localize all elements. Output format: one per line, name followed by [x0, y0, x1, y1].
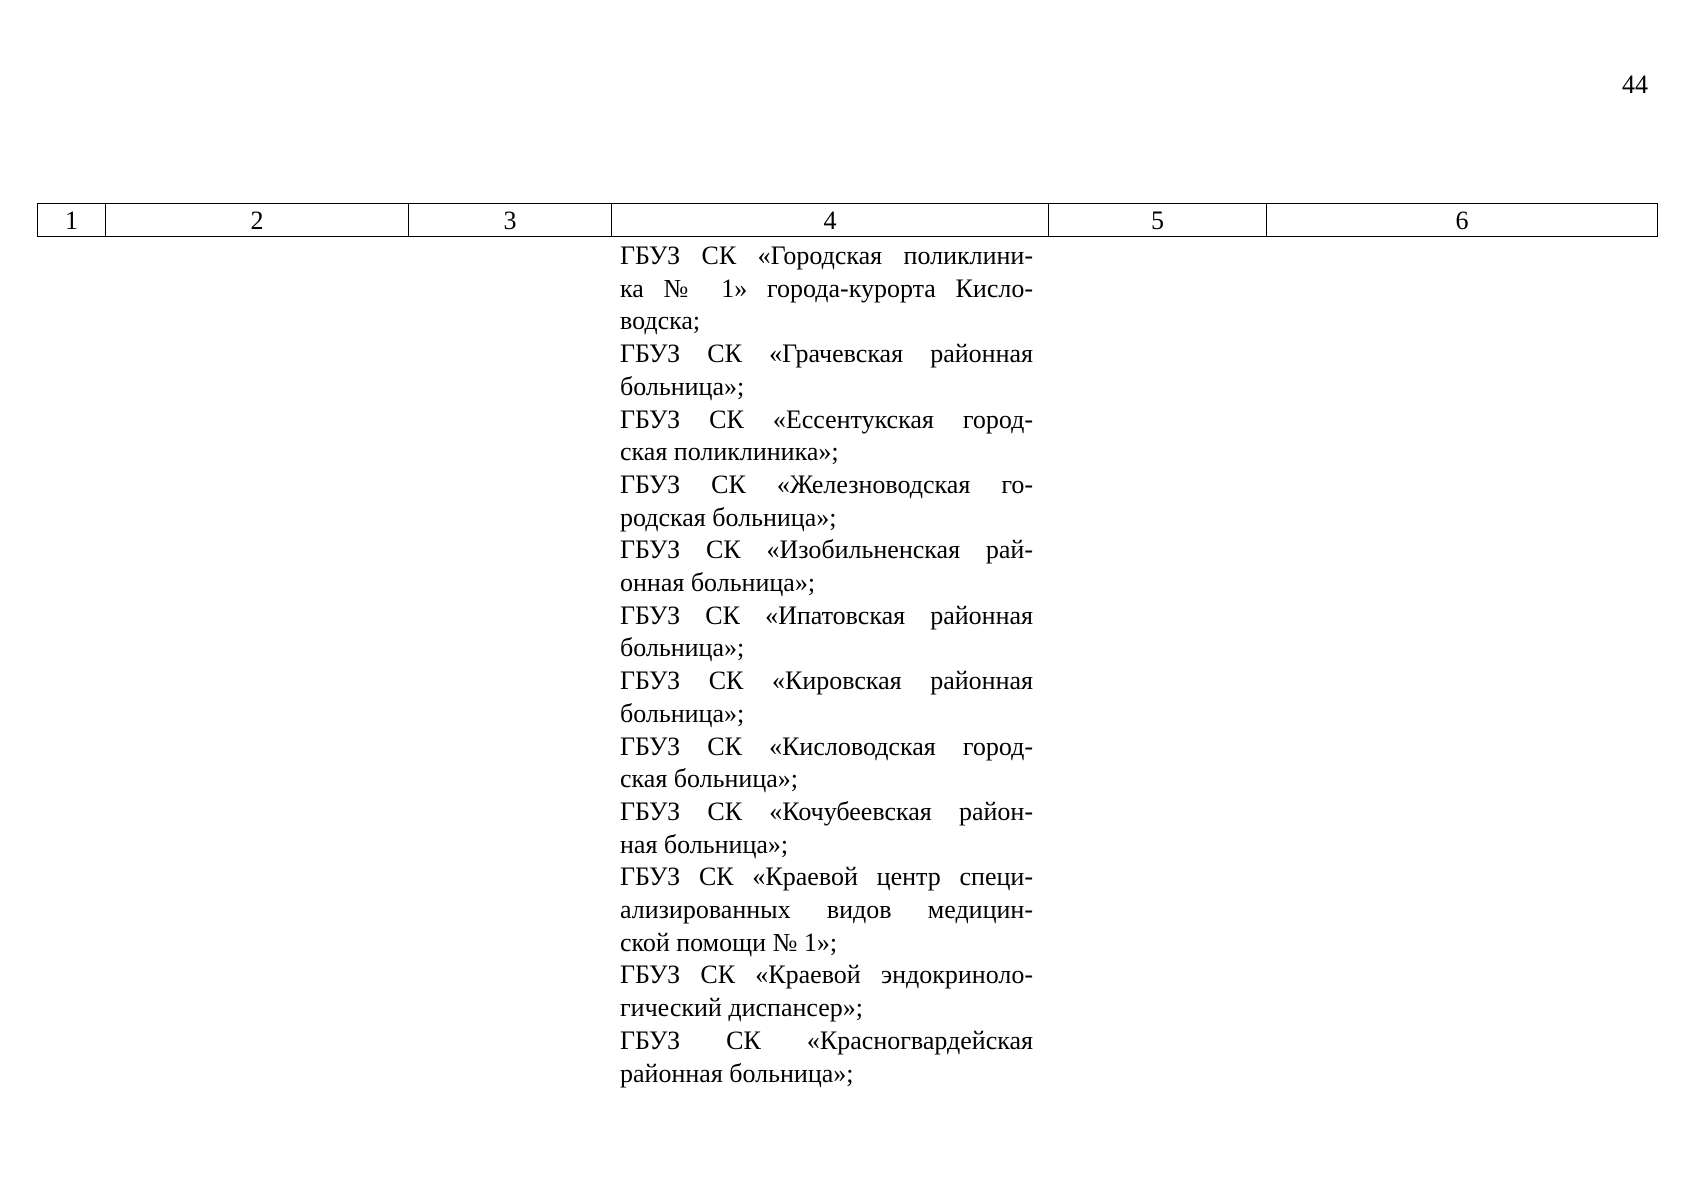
list-item [620, 404, 1033, 469]
table-header [37, 203, 1658, 237]
organization-line: ГБУЗ СК «Ипатовская районная [620, 600, 1033, 630]
organization-line: ГБУЗ СК «Ессентукская город- [620, 404, 1033, 434]
organization-line: онная больница»; [620, 568, 816, 598]
column-header-2: 2 [106, 204, 409, 237]
table-header-row [38, 204, 1658, 237]
page-number: 44 [1622, 70, 1648, 99]
column-header-1: 1 [38, 204, 106, 237]
list-item [620, 959, 1033, 1024]
column-header-5: 5 [1049, 204, 1267, 237]
organization-line: ГБУЗ СК «Городская поликлини- [620, 241, 1033, 270]
list-item [620, 796, 1033, 861]
organization-line: больница»; [620, 698, 745, 728]
organization-line: ГБУЗ СК «Красногвардейская [620, 1025, 1033, 1055]
organization-line: родская больница»; [620, 502, 837, 532]
organization-line: ской помощи № 1»; [620, 927, 838, 957]
organization-line: ализированных видов медицин- [620, 895, 1033, 925]
list-item [620, 665, 1033, 730]
organization-line: больница»; [620, 633, 745, 663]
organization-line: ГБУЗ СК «Краевой эндокриноло- [620, 960, 1033, 990]
organization-line: гический диспансер»; [620, 993, 864, 1023]
column-header-3: 3 [409, 204, 612, 237]
organization-line: ГБУЗ СК «Кировская районная [620, 666, 1033, 696]
list-item [620, 534, 1033, 599]
organization-line: ГБУЗ СК «Кисловодская город- [620, 731, 1033, 761]
organization-list [620, 240, 1033, 1090]
organization-line: ная больница»; [620, 829, 789, 859]
column-header-6: 6 [1267, 204, 1658, 237]
organization-line: ская поликлиника»; [620, 437, 839, 467]
organization-line: ГБУЗ СК «Изобильненская рай- [620, 535, 1033, 565]
column-header-4: 4 [612, 204, 1049, 237]
organization-line: ГБУЗ СК «Краевой центр специ- [620, 862, 1033, 892]
organization-line: водска; [620, 306, 701, 336]
list-item [620, 731, 1033, 796]
organization-line: районная больница»; [620, 1058, 854, 1088]
organization-line: ГБУЗ СК «Грачевская районная [620, 339, 1033, 369]
list-item [620, 600, 1033, 665]
list-item [620, 1025, 1033, 1090]
organization-line: ка № 1» города-курорта Кисло- [620, 273, 1033, 303]
list-item [620, 240, 1033, 338]
organization-line: ГБУЗ СК «Железноводская го- [620, 469, 1033, 499]
list-item [620, 861, 1033, 959]
organization-line: больница»; [620, 371, 745, 401]
list-item [620, 338, 1033, 403]
list-item [620, 469, 1033, 534]
organization-line: ская больница»; [620, 764, 799, 794]
organization-line: ГБУЗ СК «Кочубеевская район- [620, 796, 1033, 826]
